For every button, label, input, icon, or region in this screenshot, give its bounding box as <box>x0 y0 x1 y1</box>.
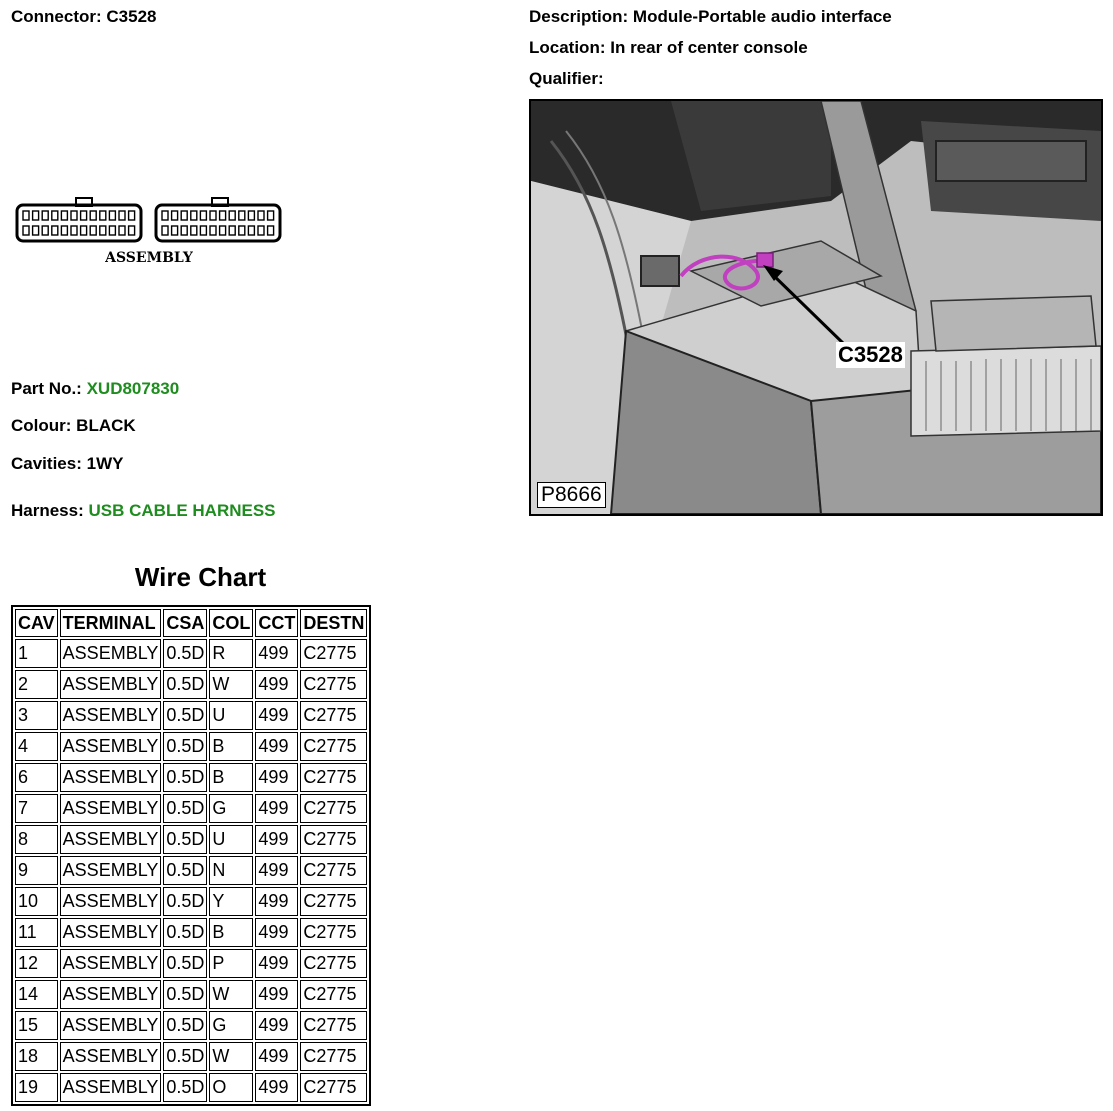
pin-cavity <box>109 211 115 220</box>
column-header-destn: DESTN <box>300 609 367 637</box>
table-row <box>15 701 367 730</box>
cell-cav: 7 <box>15 794 58 823</box>
connector-label: Connector: <box>11 7 102 26</box>
wire-chart-table <box>11 605 371 1106</box>
part-no-row <box>11 379 179 399</box>
table-row <box>15 1042 367 1071</box>
cell-cct: 499 <box>255 949 298 978</box>
cell-cav: 15 <box>15 1011 58 1040</box>
connector-value: C3528 <box>106 7 157 26</box>
pin-cavity <box>119 211 125 220</box>
figure-id: P8666 <box>537 482 606 508</box>
cell-csa: 0.5D <box>163 856 207 885</box>
cell-cav: 1 <box>15 639 58 668</box>
location-photo <box>529 99 1103 516</box>
table-row <box>15 732 367 761</box>
cell-col: W <box>209 670 253 699</box>
pin-cavity <box>162 226 168 235</box>
pin-cavity <box>100 226 106 235</box>
pin-cavity <box>181 211 187 220</box>
table-row <box>15 1011 367 1040</box>
part-no-label: Part No.: <box>11 379 82 398</box>
table-row <box>15 639 367 668</box>
table-header-row <box>15 609 367 637</box>
pin-cavity <box>268 211 274 220</box>
cell-terminal: ASSEMBLY <box>60 1073 162 1102</box>
cell-cav: 2 <box>15 670 58 699</box>
column-header-col: COL <box>209 609 253 637</box>
cell-terminal: ASSEMBLY <box>60 670 162 699</box>
cell-col: G <box>209 1011 253 1040</box>
cell-col: N <box>209 856 253 885</box>
pin-cavity <box>248 226 254 235</box>
column-header-csa: CSA <box>163 609 207 637</box>
cell-cav: 14 <box>15 980 58 1009</box>
pin-cavity <box>33 226 39 235</box>
table-row <box>15 670 367 699</box>
cell-csa: 0.5D <box>163 670 207 699</box>
cell-destn: C2775 <box>300 763 367 792</box>
pin-cavity <box>248 211 254 220</box>
cell-cav: 19 <box>15 1073 58 1102</box>
cell-csa: 0.5D <box>163 918 207 947</box>
cell-csa: 0.5D <box>163 794 207 823</box>
column-header-terminal: TERMINAL <box>60 609 162 637</box>
pin-cavity <box>200 226 206 235</box>
cell-csa: 0.5D <box>163 1073 207 1102</box>
table-row <box>15 763 367 792</box>
cell-csa: 0.5D <box>163 887 207 916</box>
pin-cavity <box>220 211 226 220</box>
cavities-value: 1WY <box>86 454 124 473</box>
pin-cavity <box>90 211 96 220</box>
cell-destn: C2775 <box>300 639 367 668</box>
pin-cavity <box>71 226 77 235</box>
cell-terminal: ASSEMBLY <box>60 1011 162 1040</box>
cell-destn: C2775 <box>300 856 367 885</box>
pin-cavity <box>258 226 264 235</box>
table-row <box>15 1073 367 1102</box>
cell-destn: C2775 <box>300 794 367 823</box>
connector-face-drawing <box>14 196 286 268</box>
cell-terminal: ASSEMBLY <box>60 887 162 916</box>
pin-cavity <box>229 226 235 235</box>
cell-csa: 0.5D <box>163 1042 207 1071</box>
console-illustration <box>531 101 1101 514</box>
part-no-link[interactable]: XUD807830 <box>86 379 180 398</box>
cell-col: B <box>209 763 253 792</box>
cell-csa: 0.5D <box>163 825 207 854</box>
table-row <box>15 794 367 823</box>
pin-cavity <box>42 226 48 235</box>
cell-csa: 0.5D <box>163 732 207 761</box>
pin-cavity <box>220 226 226 235</box>
cell-cav: 11 <box>15 918 58 947</box>
photo-callout-label: C3528 <box>838 342 903 367</box>
table-row <box>15 918 367 947</box>
cavities-label: Cavities: <box>11 454 82 473</box>
cell-col: P <box>209 949 253 978</box>
cell-cct: 499 <box>255 856 298 885</box>
cavities-row <box>11 454 123 474</box>
cell-col: B <box>209 918 253 947</box>
cell-destn: C2775 <box>300 1011 367 1040</box>
pin-cavity <box>129 226 135 235</box>
description-label: Description: <box>529 7 629 26</box>
cell-cav: 9 <box>15 856 58 885</box>
pin-cavity <box>71 211 77 220</box>
cell-col: O <box>209 1073 253 1102</box>
cell-cct: 499 <box>255 887 298 916</box>
pin-cavity <box>42 211 48 220</box>
pin-cavity <box>119 226 125 235</box>
cell-cct: 499 <box>255 732 298 761</box>
pin-cavity <box>268 226 274 235</box>
cell-cct: 499 <box>255 670 298 699</box>
cell-cav: 3 <box>15 701 58 730</box>
cell-destn: C2775 <box>300 670 367 699</box>
pin-cavity <box>33 211 39 220</box>
pin-cavity <box>90 226 96 235</box>
pin-cavity <box>172 211 178 220</box>
location-row <box>529 38 808 58</box>
pin-cavity <box>61 211 67 220</box>
table-row <box>15 980 367 1009</box>
cell-terminal: ASSEMBLY <box>60 1042 162 1071</box>
pin-cavity <box>129 211 135 220</box>
cell-csa: 0.5D <box>163 701 207 730</box>
colour-label: Colour: <box>11 416 72 435</box>
pin-cavity <box>81 211 87 220</box>
colour-value: BLACK <box>76 416 136 435</box>
pin-cavity <box>23 211 29 220</box>
cell-cct: 499 <box>255 763 298 792</box>
cell-csa: 0.5D <box>163 980 207 1009</box>
pin-cavity <box>258 211 264 220</box>
pin-cavity <box>239 226 245 235</box>
cell-terminal: ASSEMBLY <box>60 856 162 885</box>
cell-cct: 499 <box>255 980 298 1009</box>
table-row <box>15 825 367 854</box>
cell-csa: 0.5D <box>163 949 207 978</box>
cell-terminal: ASSEMBLY <box>60 918 162 947</box>
pin-cavity <box>23 226 29 235</box>
column-header-cav: CAV <box>15 609 58 637</box>
pin-cavity <box>181 226 187 235</box>
cell-destn: C2775 <box>300 701 367 730</box>
pin-cavity <box>191 226 197 235</box>
pin-cavity <box>52 211 58 220</box>
qualifier-row <box>529 69 604 89</box>
pin-cavity <box>162 211 168 220</box>
cell-cct: 499 <box>255 1073 298 1102</box>
cell-col: U <box>209 825 253 854</box>
pin-cavity <box>172 226 178 235</box>
pin-cavity <box>229 211 235 220</box>
cell-terminal: ASSEMBLY <box>60 794 162 823</box>
cell-cav: 12 <box>15 949 58 978</box>
cell-terminal: ASSEMBLY <box>60 825 162 854</box>
cell-col: B <box>209 732 253 761</box>
cell-col: Y <box>209 887 253 916</box>
cell-cav: 4 <box>15 732 58 761</box>
cell-destn: C2775 <box>300 980 367 1009</box>
cell-cct: 499 <box>255 825 298 854</box>
cell-terminal: ASSEMBLY <box>60 763 162 792</box>
cell-cav: 6 <box>15 763 58 792</box>
cell-csa: 0.5D <box>163 1011 207 1040</box>
cell-terminal: ASSEMBLY <box>60 639 162 668</box>
cell-destn: C2775 <box>300 825 367 854</box>
cell-csa: 0.5D <box>163 763 207 792</box>
pin-cavity <box>191 211 197 220</box>
drawing-caption: ASSEMBLY <box>105 250 193 266</box>
cell-csa: 0.5D <box>163 639 207 668</box>
location-value: In rear of center console <box>610 38 808 57</box>
cell-col: W <box>209 980 253 1009</box>
pin-cavity <box>210 226 216 235</box>
cell-cct: 499 <box>255 1011 298 1040</box>
cell-terminal: ASSEMBLY <box>60 701 162 730</box>
cell-col: R <box>209 639 253 668</box>
pin-cavity <box>210 211 216 220</box>
column-header-cct: CCT <box>255 609 298 637</box>
harness-row <box>11 501 276 521</box>
pin-cavity <box>81 226 87 235</box>
table-row <box>15 887 367 916</box>
cell-destn: C2775 <box>300 1073 367 1102</box>
pin-cavity <box>239 211 245 220</box>
cell-col: W <box>209 1042 253 1071</box>
table-row <box>15 856 367 885</box>
cell-cct: 499 <box>255 918 298 947</box>
cell-cct: 499 <box>255 639 298 668</box>
cell-cav: 8 <box>15 825 58 854</box>
right-connector-housing <box>156 198 280 241</box>
cell-terminal: ASSEMBLY <box>60 980 162 1009</box>
cell-cct: 499 <box>255 701 298 730</box>
cell-destn: C2775 <box>300 887 367 916</box>
cell-destn: C2775 <box>300 732 367 761</box>
connector-row <box>11 7 157 27</box>
cell-terminal: ASSEMBLY <box>60 949 162 978</box>
cell-cct: 499 <box>255 1042 298 1071</box>
pin-cavity <box>61 226 67 235</box>
pin-cavity <box>109 226 115 235</box>
harness-link[interactable]: USB CABLE HARNESS <box>88 501 276 520</box>
cell-col: U <box>209 701 253 730</box>
cell-destn: C2775 <box>300 1042 367 1071</box>
wire-chart-title: Wire Chart <box>134 562 267 592</box>
description-row <box>529 7 892 27</box>
cell-cav: 10 <box>15 887 58 916</box>
cell-destn: C2775 <box>300 949 367 978</box>
cell-destn: C2775 <box>300 918 367 947</box>
cell-cct: 499 <box>255 794 298 823</box>
table-row <box>15 949 367 978</box>
pin-cavity <box>200 211 206 220</box>
pin-cavity <box>100 211 106 220</box>
left-connector-housing <box>17 198 141 241</box>
cell-terminal: ASSEMBLY <box>60 732 162 761</box>
colour-row <box>11 416 136 436</box>
description-value: Module-Portable audio interface <box>632 7 892 26</box>
harness-label: Harness: <box>11 501 84 520</box>
qualifier-label: Qualifier: <box>529 69 604 88</box>
pin-cavity <box>52 226 58 235</box>
cell-cav: 18 <box>15 1042 58 1071</box>
location-label: Location: <box>529 38 606 57</box>
cell-col: G <box>209 794 253 823</box>
